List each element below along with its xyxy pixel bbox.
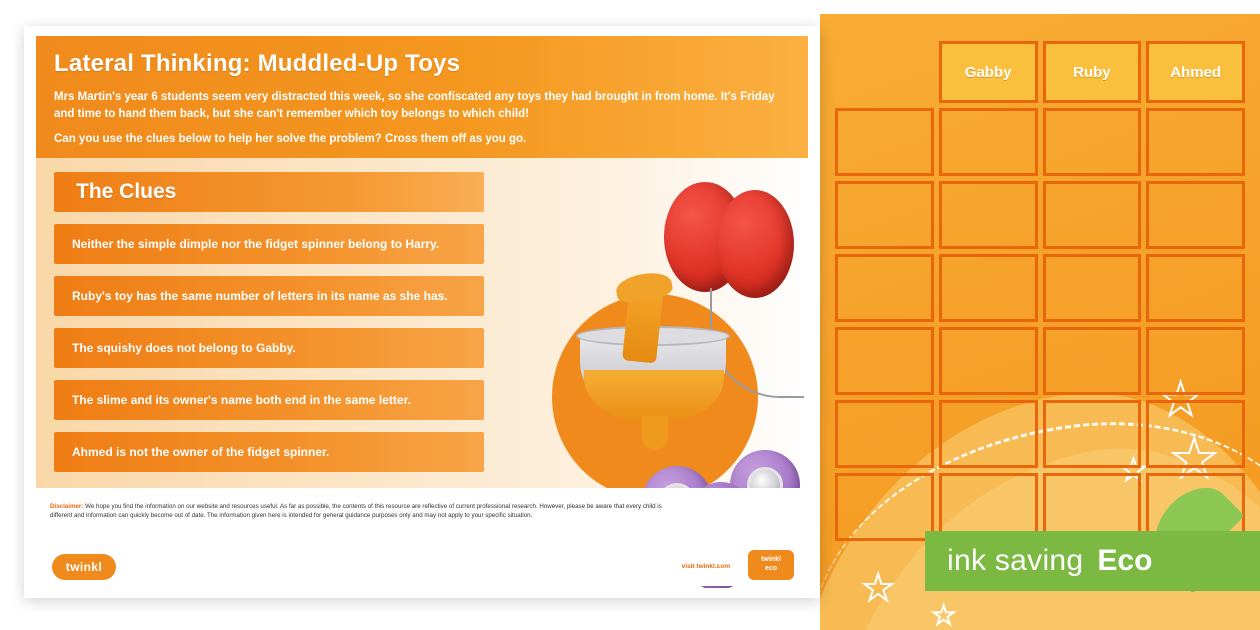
grid-cell[interactable] xyxy=(939,400,1038,468)
table-row xyxy=(835,108,1245,176)
grid-cell[interactable] xyxy=(1043,327,1142,395)
answer-grid-table xyxy=(830,36,1250,546)
disclaimer-label: Disclaimer: xyxy=(50,503,84,511)
visit-link[interactable]: visit twinkl.com xyxy=(681,563,730,570)
grid-header-ruby: Ruby xyxy=(1043,41,1142,103)
grid-cell[interactable] xyxy=(835,181,934,249)
star-icon: ★ xyxy=(1160,373,1202,425)
grid-cell[interactable] xyxy=(835,473,934,541)
twinkl-logo[interactable]: twinkl xyxy=(52,554,116,580)
grid-cell[interactable] xyxy=(835,108,934,176)
toys-illustration xyxy=(514,98,808,498)
grid-cell[interactable] xyxy=(1043,400,1142,468)
table-row xyxy=(835,254,1245,322)
eco-badge xyxy=(925,531,1260,591)
clue-item-5[interactable]: Ahmed is not the owner of the fidget spinner. xyxy=(54,432,484,472)
table-row xyxy=(835,400,1245,468)
grid-cell[interactable] xyxy=(939,327,1038,395)
intro-paragraph: Mrs Martin's year 6 students seem very distracted this week, so she confiscated any toys they had brought in from home. It's Friday and time to hand them back, but she can't remember which toy belongs to which child! xyxy=(54,91,775,120)
clue-item-2[interactable]: Ruby's toy has the same number of letters in its name as she has. xyxy=(54,276,484,316)
clue-item-1[interactable]: Neither the simple dimple nor the fidget spinner belong to Harry. xyxy=(54,224,484,264)
yoyo-icon-second xyxy=(716,190,794,298)
grid-cell[interactable] xyxy=(1146,327,1245,395)
worksheet-content xyxy=(36,36,808,588)
grid-cell[interactable] xyxy=(835,254,934,322)
star-icon: ★ xyxy=(1120,454,1147,487)
star-icon: ★ xyxy=(932,600,956,630)
grid-header-gabby: Gabby xyxy=(939,41,1038,103)
worksheet-footer xyxy=(36,488,808,586)
table-row xyxy=(835,181,1245,249)
grid-cell[interactable] xyxy=(939,181,1038,249)
grid-corner-cell xyxy=(835,41,934,103)
grid-cell[interactable] xyxy=(1146,254,1245,322)
clue-item-4[interactable]: The slime and its owner's name both end in the same letter. xyxy=(54,380,484,420)
grid-cell[interactable] xyxy=(1146,181,1245,249)
eco-ink-text: ink saving xyxy=(947,544,1084,577)
answer-grid xyxy=(830,36,1250,489)
grid-cell[interactable] xyxy=(1043,108,1142,176)
table-row xyxy=(835,327,1245,395)
badge-line-1: twinkl xyxy=(761,556,781,564)
star-icon: ★ xyxy=(1170,429,1219,489)
star-icon: ★ xyxy=(862,567,895,608)
clues-section xyxy=(36,158,808,488)
table-header-row xyxy=(835,41,1245,103)
grid-cell[interactable] xyxy=(1146,400,1245,468)
question-paragraph: Can you use the clues below to help her solve the problem? Cross them off as you go. xyxy=(54,133,527,146)
grid-cell[interactable] xyxy=(1043,254,1142,322)
grid-cell[interactable] xyxy=(939,254,1038,322)
grid-cell[interactable] xyxy=(835,400,934,468)
disclaimer-body: We hope you find the information on our website and resources useful. As far as possible, the contents of this resource are reflective of current professional research. However, please be aware that every child is different and information can quickly become out of date. The information given here is intended for general guidance purposes only and may not apply to your specific situation. xyxy=(50,503,662,520)
eco-label: Eco xyxy=(1097,544,1153,577)
page-title: Lateral Thinking: Muddled-Up Toys xyxy=(54,50,461,77)
grid-cell[interactable] xyxy=(939,108,1038,176)
worksheet-page xyxy=(24,26,820,598)
twinkl-eco-badge xyxy=(748,550,794,580)
disclaimer-text xyxy=(50,502,670,521)
grid-cell[interactable] xyxy=(835,327,934,395)
grid-header-ahmed: Ahmed xyxy=(1146,41,1245,103)
grid-cell[interactable] xyxy=(1146,108,1245,176)
badge-line-2: eco xyxy=(764,565,778,572)
clue-item-3[interactable]: The squishy does not belong to Gabby. xyxy=(54,328,484,368)
grid-cell[interactable] xyxy=(1043,181,1142,249)
clues-heading: The Clues xyxy=(54,172,484,212)
